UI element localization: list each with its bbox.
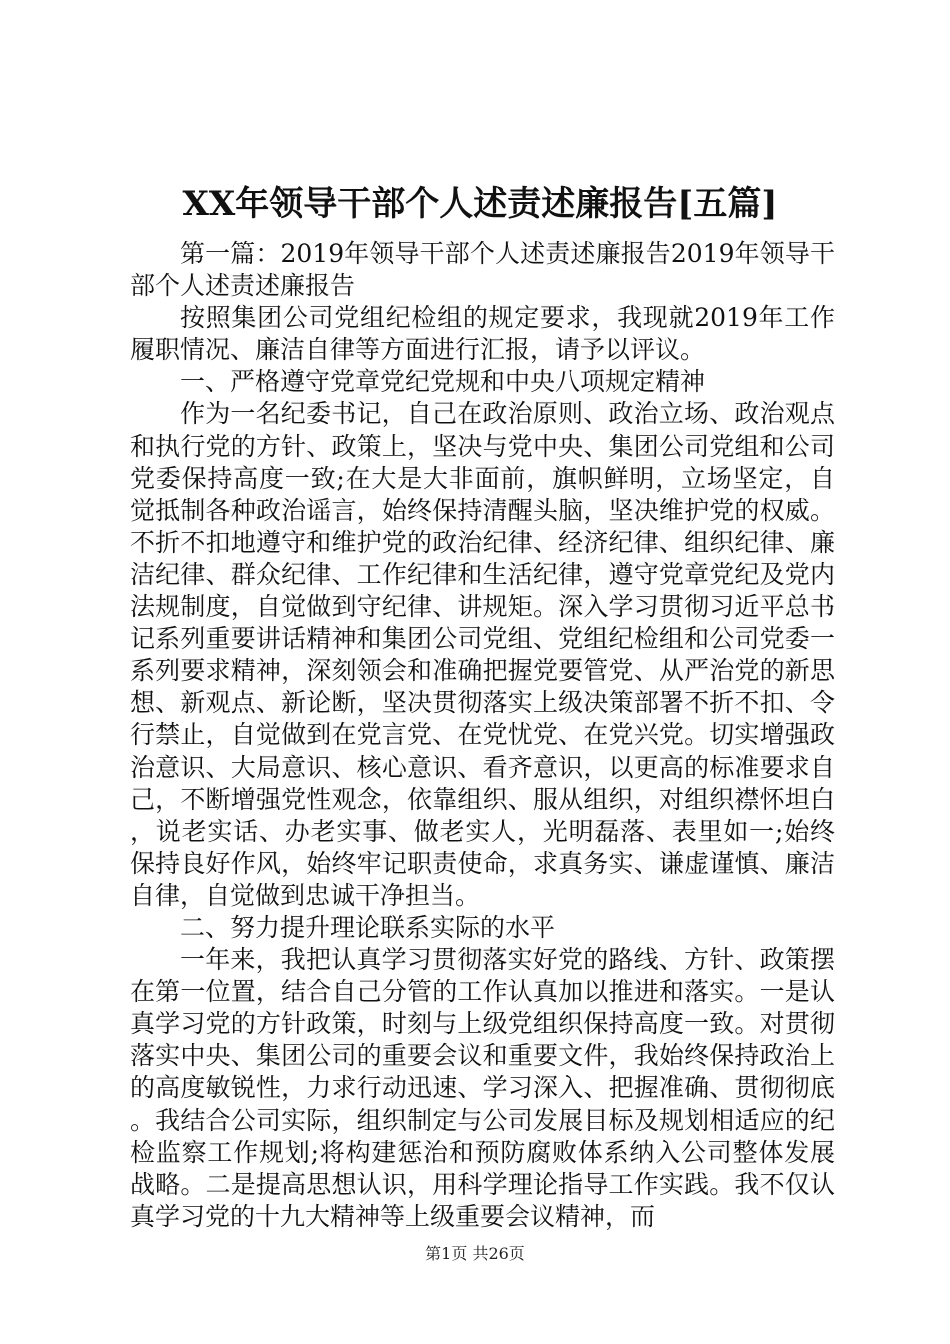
paragraph-chapter-heading: 第一篇：2019年领导干部个人述责述廉报告2019年领导干部个人述责述廉报告: [130, 239, 835, 301]
document-body: [130, 238, 835, 1233]
paragraph-intro: 按照集团公司党组纪检组的规定要求，我现就2019年工作履职情况、廉洁自律等方面进行汇报，请予以评议。: [130, 303, 835, 365]
document-title: XX年领导干部个人述责述廉报告[五篇]: [182, 184, 778, 224]
paragraph-section-2: 一年来，我把认真学习贯彻落实好党的路线、方针、政策摆在第一位置，结合自己分管的工作认真加以推进和落实。一是认真学习党的方针政策，时刻与上级党组织保持高度一致。对贯彻落实中央、集团公司的重要会议和重要文件，我始终保持政治上的高度敏锐性，力求行动迅速、学习深入、把握准确、贯彻彻底。我结合公司实际，组织制定与公司发展目标及规划相适应的纪检监察工作规划;将构建惩治和预防腐败体系纳入公司整体发展战略。二是提高思想认识，用科学理论指导工作实践。我不仅认真学习党的十九大精神等上级重要会议精神，而: [130, 945, 835, 1231]
page-number-footer: 第1页 共26页: [425, 1244, 525, 1263]
section-heading-2: 二、努力提升理论联系实际的水平: [180, 912, 556, 942]
section-heading-1: 一、严格遵守党章党纪党规和中央八项规定精神: [180, 367, 706, 397]
paragraph-section-1: 作为一名纪委书记，自己在政治原则、政治立场、政治观点和执行党的方针、政策上，坚决与党中央、集团公司党组和公司党委保持高度一致;在大是大非面前，旗帜鲜明，立场坚定，自觉抵制各种政治谣言，始终保持清醒头脑，坚决维护党的权威。不折不扣地遵守和维护党的政治纪律、经济纪律、组织纪律、廉洁纪律、群众纪律、工作纪律和生活纪律，遵守党章党纪及党内法规制度，自觉做到守纪律、讲规矩。深入学习贯彻习近平总书记系列重要讲话精神和集团公司党组、党组纪检组和公司党委一系列要求精神，深刻领会和准确把握党要管党、从严治党的新思想、新观点、新论断，坚决贯彻落实上级决策部署不折不扣、令行禁止，自觉做到在党言党、在党忧党、在党兴党。切实增强政治意识、大局意识、核心意识、看齐意识，以更高的标准要求自己，不断增强党性观念，依靠组织、服从组织，对组织襟怀坦白，说老实话、办老实事、做老实人，光明磊落、表里如一;始终保持良好作风，始终牢记职责使命，求真务实、谦虚谨慎、廉洁自律，自觉做到忠诚干净担当。: [130, 399, 835, 910]
